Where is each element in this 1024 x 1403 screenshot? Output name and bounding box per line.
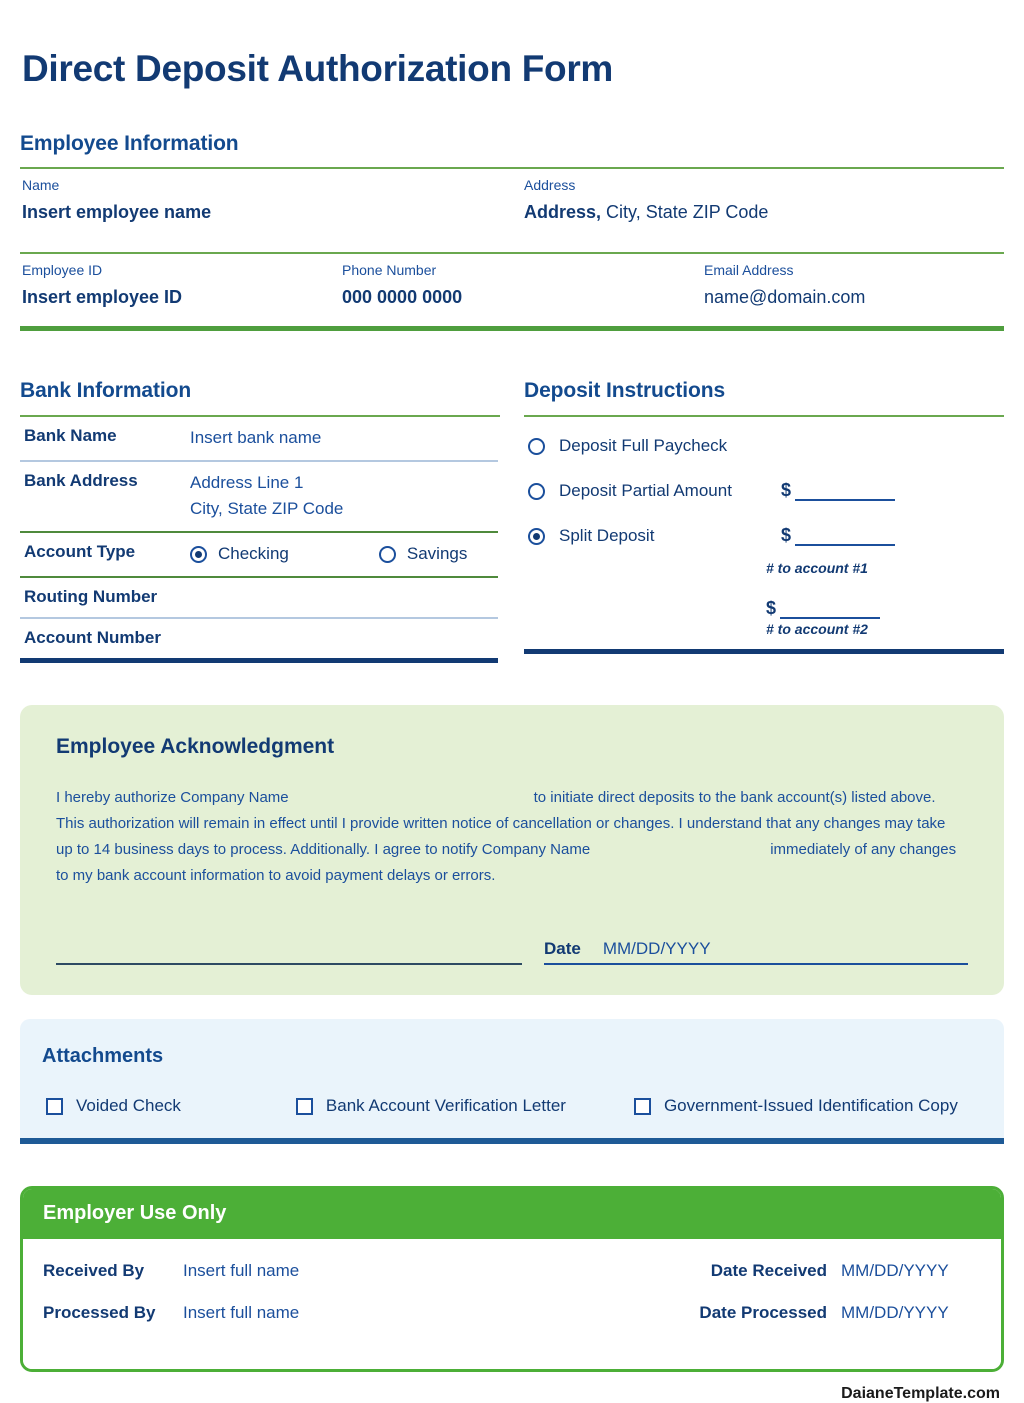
account-type-row: [20, 533, 498, 576]
attachment-government-id-label: Government-Issued Identification Copy: [663, 1096, 958, 1115]
divider-green-thick: [20, 326, 1004, 331]
routing-number-label: Routing Number: [24, 587, 158, 606]
attachment-bank-verification-label: Bank Account Verification Letter: [325, 1096, 566, 1115]
radio-unselected-icon[interactable]: [528, 483, 545, 500]
account-type-checking-label: Checking: [218, 544, 289, 563]
phone-number-value[interactable]: 000 0000 0000: [342, 287, 463, 307]
bank-name-row: [20, 417, 498, 460]
date-processed-value[interactable]: MM/DD/YYYY: [841, 1303, 949, 1322]
phone-number-label: Phone Number: [342, 262, 437, 278]
checkbox-unchecked-icon[interactable]: [634, 1098, 651, 1115]
attachments-section: [20, 1019, 1004, 1144]
signature-and-date-row: [56, 937, 968, 965]
checkbox-unchecked-icon[interactable]: [46, 1098, 63, 1115]
address-label: Address: [524, 177, 576, 193]
partial-amount-input[interactable]: [795, 484, 895, 501]
address-value[interactable]: [524, 202, 768, 223]
divider-navy-thick: [20, 658, 498, 663]
received-by-value[interactable]: Insert full name: [183, 1261, 300, 1280]
date-field[interactable]: [544, 939, 968, 965]
divider-navy-thick: [524, 649, 1004, 654]
routing-number-row[interactable]: [20, 578, 498, 617]
date-processed-label: Date Processed: [699, 1303, 827, 1322]
account-type-label: Account Type: [24, 542, 136, 561]
deposit-options-list: [524, 417, 1004, 649]
bank-address-row: [20, 462, 498, 531]
deposit-instructions-heading: Deposit Instructions: [524, 379, 726, 402]
attachments-checkbox-row: [42, 1096, 982, 1116]
deposit-option-full-paycheck[interactable]: [524, 423, 1004, 468]
partial-amount-field[interactable]: [781, 480, 895, 501]
bank-and-deposit-columns: [20, 379, 1004, 663]
account-type-radio-group: [190, 541, 467, 567]
email-address-value[interactable]: name@domain.com: [704, 287, 866, 307]
name-value[interactable]: Insert employee name: [22, 202, 212, 222]
employee-information-section: [20, 132, 1004, 331]
processed-by-row: [43, 1303, 981, 1345]
radio-selected-icon[interactable]: [528, 528, 545, 545]
employee-id-value[interactable]: Insert employee ID: [22, 287, 183, 307]
employee-id-phone-email-row: [20, 254, 1004, 326]
employee-information-heading: Employee Information: [20, 132, 239, 155]
acknowledgment-heading: Employee Acknowledgment: [56, 735, 335, 758]
date-received-label: Date Received: [710, 1261, 827, 1280]
attachment-item-voided-check[interactable]: [46, 1096, 181, 1116]
radio-selected-icon[interactable]: [190, 546, 207, 563]
acknowledgment-text-part-2: to initiate direct deposits to the bank account(s) listed above. This authorization will remain in effect until I provide written notice of cancellation or changes. I understand that any changes may take up to 14 business days to process. Additionally. I agree to notify Company Name: [56, 789, 946, 858]
date-received-value[interactable]: MM/DD/YYYY: [841, 1261, 949, 1280]
account-number-label: Account Number: [24, 628, 161, 647]
account-type-option-checking[interactable]: [190, 541, 289, 567]
address-value-bold: Address,: [524, 202, 602, 222]
radio-unselected-icon[interactable]: [379, 546, 396, 563]
currency-symbol: $: [766, 598, 777, 618]
employer-use-only-section: [20, 1186, 1004, 1372]
account-2-note: # to account #2: [766, 621, 868, 637]
employee-id-label: Employee ID: [22, 262, 103, 278]
split-amount-1-input[interactable]: [795, 529, 895, 546]
processed-by-label: Processed By: [43, 1303, 156, 1322]
currency-symbol: $: [781, 480, 792, 500]
attachments-heading: Attachments: [42, 1045, 164, 1067]
processed-by-value[interactable]: Insert full name: [183, 1303, 300, 1322]
footer-watermark: DaianeTemplate.com: [841, 1385, 1000, 1402]
address-value-rest: City, State ZIP Code: [601, 202, 769, 222]
bank-address-label: Bank Address: [24, 471, 138, 490]
employer-use-only-heading: Employer Use Only: [23, 1189, 1001, 1239]
email-address-label: Email Address: [704, 262, 794, 278]
radio-unselected-icon[interactable]: [528, 438, 545, 455]
split-amount-2-field[interactable]: [766, 576, 1004, 619]
bank-address-line-1: Address Line 1: [190, 473, 304, 492]
split-amount-2-input[interactable]: [780, 602, 880, 619]
bank-information-heading: Bank Information: [20, 379, 192, 402]
deposit-full-paycheck-label: Deposit Full Paycheck: [559, 435, 728, 455]
acknowledgment-text-part-1: I hereby authorize Company Name: [56, 789, 289, 806]
bank-information-table: [20, 417, 498, 663]
signature-input[interactable]: [56, 937, 522, 965]
account-1-note: # to account #1: [766, 560, 868, 576]
received-by-row: [43, 1261, 981, 1303]
employee-acknowledgment-section: [20, 705, 1004, 995]
bank-address-line-2: City, State ZIP Code: [190, 499, 344, 518]
spacer: [524, 637, 1004, 649]
name-label: Name: [22, 177, 60, 193]
bank-name-label: Bank Name: [24, 426, 117, 445]
deposit-instructions-section: [524, 379, 1004, 663]
bank-address-value[interactable]: [190, 470, 343, 522]
account-number-row[interactable]: [20, 619, 498, 658]
deposit-split-deposit-label: Split Deposit: [559, 525, 655, 545]
page-title: Direct Deposit Authorization Form: [22, 48, 614, 89]
employer-use-only-body: [23, 1239, 1001, 1369]
split-amount-1-field[interactable]: [781, 525, 895, 546]
acknowledgment-text-part-3: immediately of any changes to my bank account information to avoid payment delays or errors.: [56, 841, 957, 884]
attachment-item-bank-verification-letter[interactable]: [296, 1096, 566, 1116]
attachment-item-government-id-copy[interactable]: [634, 1096, 958, 1116]
date-value[interactable]: MM/DD/YYYY: [602, 939, 711, 958]
attachment-voided-check-label: Voided Check: [76, 1096, 181, 1115]
acknowledgment-text: [56, 785, 966, 889]
checkbox-unchecked-icon[interactable]: [296, 1098, 313, 1115]
account-type-savings-label: Savings: [406, 544, 468, 563]
deposit-option-partial-amount[interactable]: [524, 468, 1004, 513]
deposit-partial-amount-label: Deposit Partial Amount: [559, 480, 732, 500]
employee-name-address-row: [20, 169, 1004, 241]
bank-information-section: [20, 379, 500, 663]
bank-name-value[interactable]: Insert bank name: [190, 428, 322, 447]
date-label: Date: [544, 939, 581, 958]
account-type-option-savings[interactable]: [379, 541, 467, 567]
deposit-option-split-deposit[interactable]: [524, 513, 1004, 558]
received-by-label: Received By: [43, 1261, 145, 1280]
currency-symbol: $: [781, 525, 792, 545]
